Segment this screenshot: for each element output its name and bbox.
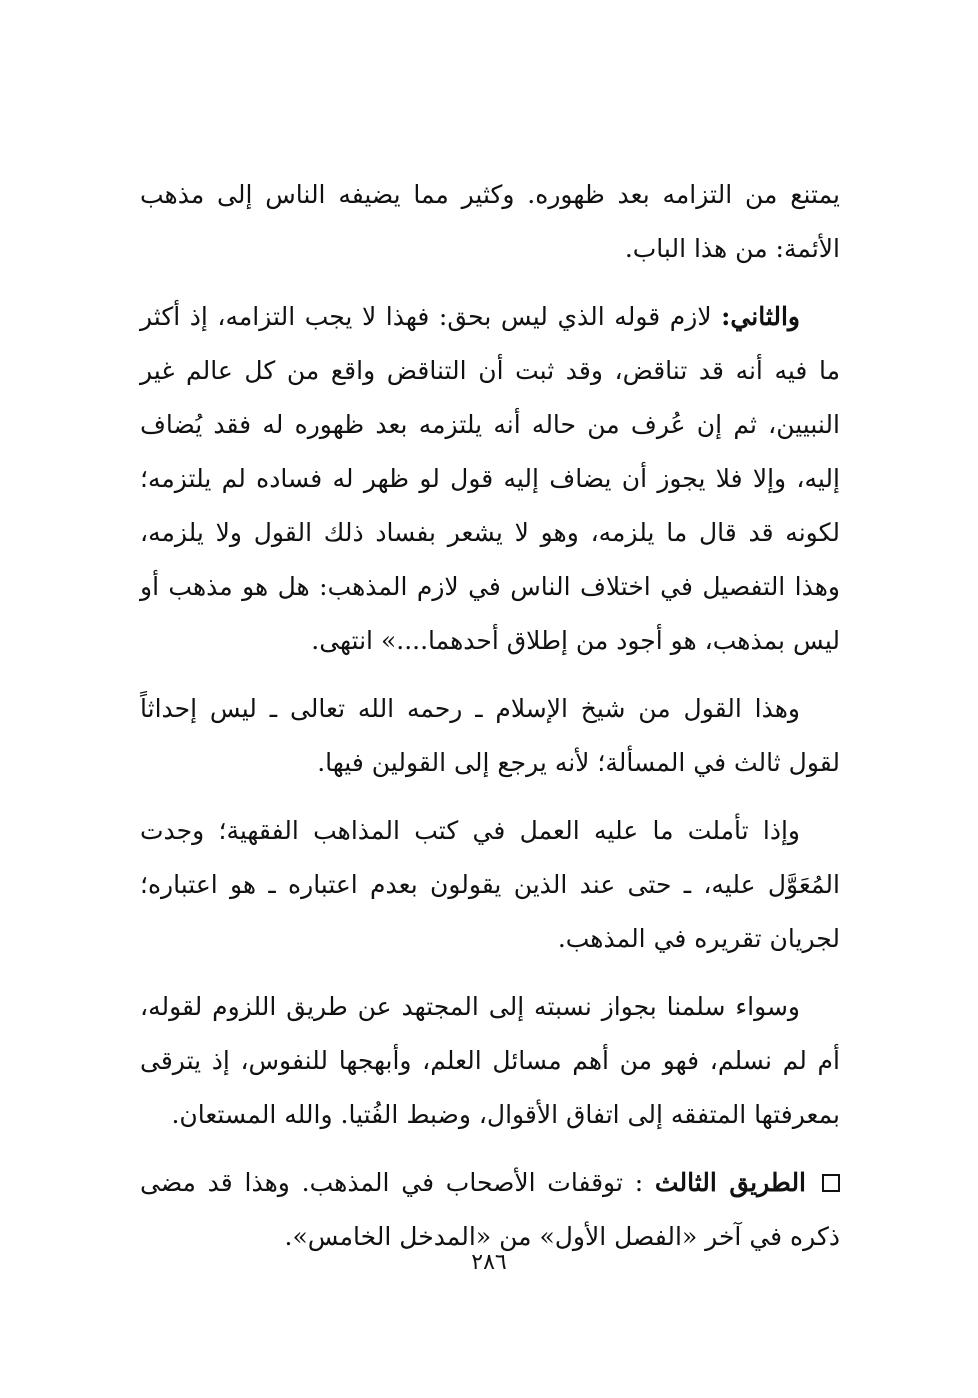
paragraph-5: وسواء سلمنا بجواز نسبته إلى المجتهد عن طريق اللزوم لقوله، أم لم نسلم، فهو من أهم مسائل العلم، وأبهجها للنفوس، إذ يترقى بمعرفتها المتفقه إلى اتفاق الأقوال، وضبط الفُتيا. والله المستعان. (140, 992, 840, 1129)
paragraph-2 (140, 290, 840, 668)
paragraph-6-lead: الطريق الثالث (654, 1168, 807, 1197)
page-body (140, 168, 840, 1278)
paragraph-6 (140, 1156, 840, 1264)
paragraph-4: وإذا تأملت ما عليه العمل في كتب المذاهب الفقهية؛ وجدت المُعَوَّل عليه، ـ حتى عند الذين يقولون بعدم اعتباره ـ هو اعتباره؛ لجريان تقريره في المذهب. (140, 816, 840, 953)
paragraph-2-text: لازم قوله الذي ليس بحق: فهذا لا يجب التزامه، إذ أكثر ما فيه أنه قد تناقض، وقد ثبت أن التناقض واقع من كل عالم غير النبيين، ثم إن عُرف من حاله أنه يلتزمه بعد ظهوره له فقد يُضاف إليه، وإلا فلا يجوز أن يضاف إليه قول لو ظهر له فساده لم يلتزمه؛ لكونه قد قال ما يلزمه، وهو لا يشعر بفساد ذلك القول ولا يلزمه، وهذا التفصيل في اختلاف الناس في لازم المذهب: هل هو مذهب أو ليس بمذهب، هو أجود من إطلاق أحدهما....» انتهى. (140, 302, 840, 655)
page-number: ٢٨٦ (471, 1250, 507, 1275)
paragraph-2-lead: والثاني: (721, 302, 800, 331)
paragraph-1: يمتنع من التزامه بعد ظهوره. وكثير مما يضيفه الناس إلى مذهب الأئمة: من هذا الباب. (140, 180, 840, 263)
paragraph-6-text: : توقفات الأصحاب في المذهب. وهذا قد مضى ذكره في آخر «الفصل الأول» من «المدخل الخامس». (140, 1168, 840, 1251)
checkbox-square-icon (822, 1174, 840, 1192)
paragraph-3: وهذا القول من شيخ الإسلام ـ رحمه الله تعالى ـ ليس إحداثاً لقول ثالث في المسألة؛ لأنه يرجع إلى القولين فيها. (140, 694, 840, 777)
